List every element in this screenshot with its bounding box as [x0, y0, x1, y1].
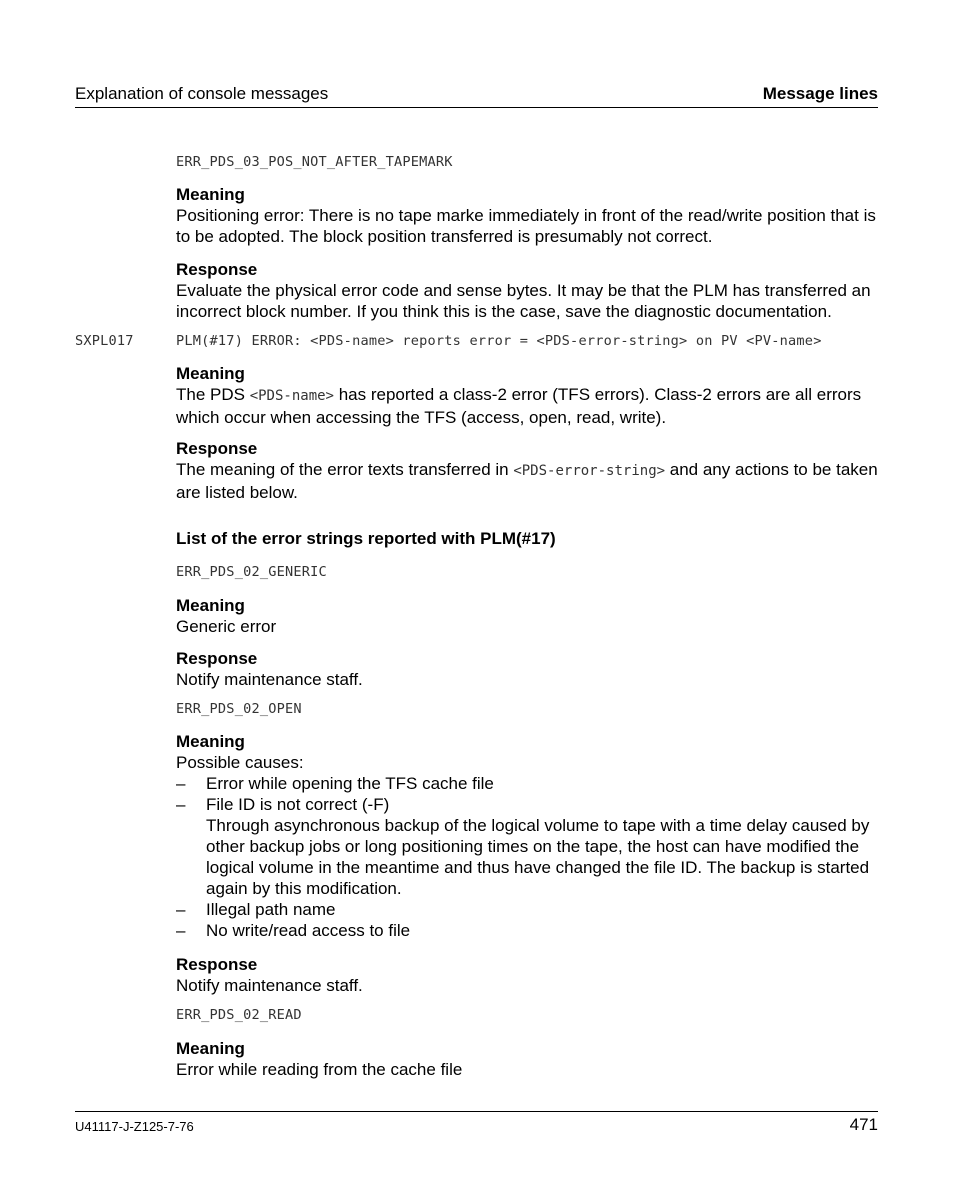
response-heading: Response	[176, 439, 258, 458]
list-item-detail: Through asynchronous backup of the logical volume to tape with a time delay caused by other backup jobs or long positioning times on the tape, the host can have modified the logical volume in the meantime and thus have changed the file ID. The backup is started again by this modification.	[206, 816, 870, 898]
response-section	[176, 438, 886, 503]
list-dash: –	[176, 795, 186, 814]
response-heading: Response	[176, 649, 258, 668]
list-item	[176, 794, 886, 899]
meaning-text: Positioning error: There is no tape marke immediately in front of the read/write position that is to be adopted. The block position transferred is presumably not correct.	[176, 206, 876, 246]
response-heading: Response	[176, 260, 258, 279]
list-dash: –	[176, 921, 186, 940]
list-item	[176, 899, 886, 920]
list-item-text: No write/read access to file	[206, 921, 411, 940]
error-code-open: ERR_PDS_02_OPEN	[176, 701, 302, 717]
meaning-text: Generic error	[176, 617, 277, 636]
response-text: Evaluate the physical error code and sense bytes. It may be that the PLM has transferred an incorrect block number. If you think this is the case, save the diagnostic documentation.	[176, 281, 871, 321]
header-chapter-title: Explanation of console messages	[75, 84, 329, 103]
meaning-section	[176, 184, 886, 247]
meaning-text-part: has reported a class-2 error (TFS errors). Class-2 errors are all errors which occur when accessing the TFS (access, open, read, write).	[176, 385, 862, 427]
meaning-section	[176, 731, 886, 941]
document-number: U41117-J-Z125-7-76	[75, 1119, 194, 1134]
page-number: 471	[849, 1115, 878, 1134]
meaning-heading: Meaning	[176, 364, 245, 383]
response-text: Notify maintenance staff.	[176, 670, 363, 689]
response-text-part: and any actions to be taken are listed below.	[176, 460, 878, 502]
meaning-section	[176, 363, 886, 428]
meaning-text	[176, 384, 886, 428]
meaning-heading: Meaning	[176, 732, 245, 751]
list-item-text: Error while opening the TFS cache file	[206, 774, 494, 793]
page-footer	[75, 1111, 878, 1134]
list-item	[176, 920, 886, 941]
page-header	[75, 84, 878, 108]
meaning-heading: Meaning	[176, 185, 245, 204]
pds-error-string-placeholder: <PDS-error-string>	[513, 463, 666, 479]
meaning-text-part: The PDS	[176, 385, 250, 404]
error-code-read: ERR_PDS_02_READ	[176, 1007, 302, 1023]
list-item-text: Illegal path name	[206, 900, 336, 919]
response-section	[176, 259, 886, 322]
list-item-text: File ID is not correct (-F)	[206, 795, 390, 814]
error-code-generic: ERR_PDS_02_GENERIC	[176, 564, 327, 580]
header-section-title: Message lines	[762, 84, 878, 103]
message-text: PLM(#17) ERROR: <PDS-name> reports error = <PDS-error-string> on PV <PV-name>	[176, 333, 822, 349]
response-text: Notify maintenance staff.	[176, 976, 363, 995]
pds-name-placeholder: <PDS-name>	[249, 388, 334, 404]
meaning-section	[176, 1038, 886, 1080]
meaning-heading: Meaning	[176, 1039, 245, 1058]
response-text-part: The meaning of the error texts transferred in	[176, 460, 514, 479]
meaning-section	[176, 595, 886, 637]
meaning-intro: Possible causes:	[176, 753, 304, 772]
list-dash: –	[176, 774, 186, 793]
meaning-text: Error while reading from the cache file	[176, 1060, 463, 1079]
meaning-heading: Meaning	[176, 596, 245, 615]
list-heading: List of the error strings reported with PLM(#17)	[176, 529, 556, 548]
response-section	[176, 648, 886, 690]
response-heading: Response	[176, 955, 258, 974]
list-dash: –	[176, 900, 186, 919]
response-text	[176, 459, 886, 503]
list-item	[176, 773, 886, 794]
error-code-pos-not-after-tapemark: ERR_PDS_03_POS_NOT_AFTER_TAPEMARK	[176, 154, 453, 170]
message-id: SXPL017	[75, 333, 134, 349]
response-section	[176, 954, 886, 996]
